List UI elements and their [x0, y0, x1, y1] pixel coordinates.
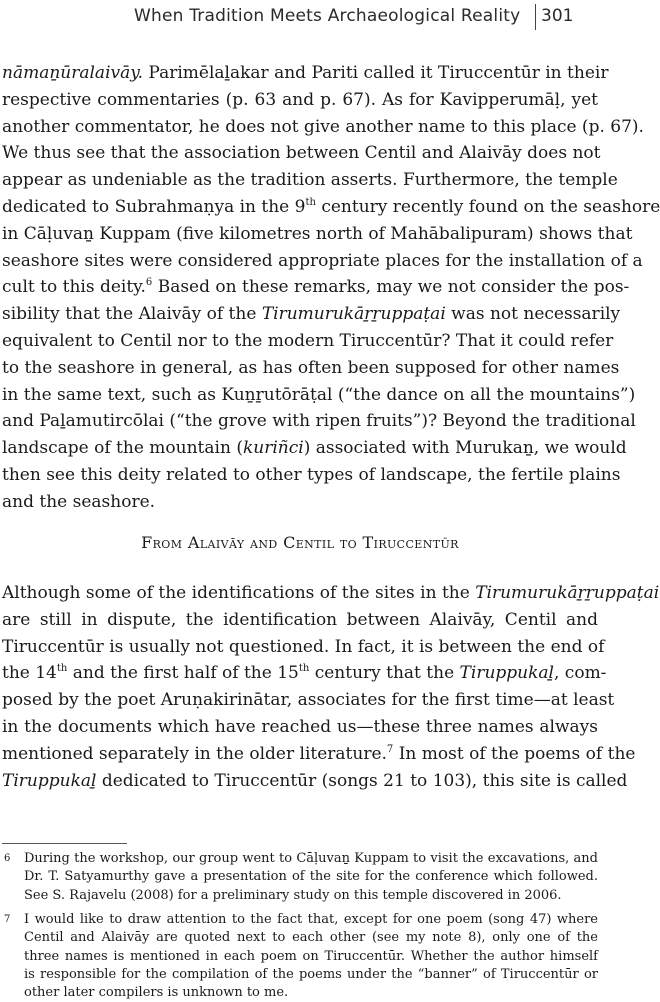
- footnote-ref-7[interactable]: 7: [386, 743, 394, 755]
- paragraph-bottom: [2, 580, 660, 794]
- running-title: When Tradition Meets Archaeological Reality: [134, 6, 521, 26]
- footnote-number: 7: [4, 914, 11, 925]
- text-line: and Paḻamutircōlai (“the grove with ripen fruits”)? Beyond the traditional: [2, 411, 636, 432]
- text-line: appear as undeniable as the tradition asserts. Furthermore, the temple: [2, 170, 618, 191]
- line-text: landscape of the mountain (: [2, 438, 243, 459]
- page-number: 301: [541, 6, 574, 26]
- line-text: sibility that the Alaivāy of the: [2, 304, 262, 325]
- text-line: Tiruccentūr is usually not questioned. In fact, it is between the end of: [2, 636, 605, 657]
- text-line: [2, 660, 607, 687]
- italic-term: kuriñci: [242, 438, 304, 459]
- text-line: [2, 741, 636, 768]
- line-text: dedicated to Tiruccentūr (songs 21 to 103), this site is called: [96, 770, 628, 791]
- text-line: three names is mentioned in each poem on Tiruccentūr. Whether the author himself: [24, 948, 598, 964]
- line-text: mentioned separately in the older literature.: [2, 743, 387, 764]
- text-line: and the seashore.: [2, 491, 156, 512]
- footnote-text: [24, 911, 598, 1002]
- line-text: the 14: [2, 663, 57, 684]
- footnote-rule: [2, 843, 127, 844]
- line-text: In most of the poems of the: [393, 743, 636, 764]
- footnote-number: 6: [4, 853, 11, 864]
- line-text: and the first half of the 15: [67, 663, 299, 684]
- text-line: [2, 580, 660, 607]
- paragraph-top: [2, 60, 660, 516]
- line-text: dedicated to Subrahmaṇya in the 9: [2, 196, 306, 217]
- text-line: [2, 768, 628, 795]
- text-line: During the workshop, our group went to Cāḷuvaṉ Kuppam to visit the excavations, and: [24, 851, 598, 866]
- text-line: [2, 301, 621, 328]
- text-line: See S. Rajavelu (2008) for a preliminary study on this temple discovered in 2006.: [24, 887, 562, 903]
- text-line: seashore sites were considered appropriate places for the installation of a: [2, 250, 643, 271]
- text-line: is responsible for the compilation of the poems under the “banner” of Tiruccentūr or: [24, 966, 598, 982]
- italic-term: nāmaṉūralaivāy.: [2, 63, 143, 83]
- italic-term: Tiruppukaḻ: [2, 770, 97, 791]
- superscript: th: [305, 196, 316, 208]
- line-text: Parimēlaḻakar and Pariti called it Tiruccentūr in their: [143, 63, 609, 83]
- text-line: posed by the poet Aruṇakirinātar, associates for the first time—at least: [2, 690, 615, 711]
- footnote-ref-6[interactable]: 6: [145, 277, 153, 289]
- header-divider: [535, 4, 536, 30]
- text-line: [2, 194, 660, 221]
- text-line: are still in dispute, the identification between Alaivāy, Centil and: [2, 609, 598, 630]
- text-line: in Cāḷuvaṉ Kuppam (five kilometres north of Mahābalipuram) shows that: [2, 223, 633, 244]
- superscript: th: [298, 663, 310, 675]
- line-text: cult to this deity.: [2, 277, 146, 298]
- text-line: Centil and Alaivāy are quoted next to each other (see my note 8), only one of the: [24, 930, 598, 946]
- superscript: th: [56, 663, 68, 675]
- text-line: [2, 274, 630, 301]
- footnote-text: [24, 850, 598, 905]
- section-heading: From Alaivāy and Centil to Tiruccentūr: [141, 533, 459, 552]
- text-line: equivalent to Centil nor to the modern Tiruccentūr? That it could refer: [2, 330, 614, 351]
- text-line: Dr. T. Satyamurthy gave a presentation of the site for the conference which followed.: [24, 869, 598, 885]
- text-line: We thus see that the association between Centil and Alaivāy does not: [2, 143, 601, 164]
- running-header: [0, 0, 600, 36]
- line-text: Based on these remarks, may we not consider the pos-: [152, 277, 630, 298]
- italic-term: Tirumurukāṟṟuppaṭai: [475, 583, 660, 603]
- line-text: , com-: [554, 663, 607, 684]
- line-text: was not necessarily: [445, 304, 621, 325]
- text-line: in the documents which have reached us—these three names always: [2, 716, 598, 737]
- line-text: ) associated with Murukaṉ, we would: [303, 438, 627, 459]
- line-text: century that the: [309, 663, 460, 684]
- italic-term: Tiruppukaḻ: [459, 663, 554, 684]
- italic-term: Tirumurukāṟṟuppaṭai: [261, 304, 446, 325]
- text-line: I would like to draw attention to the fact that, except for one poem (song 47) where: [24, 912, 598, 927]
- line-text: century recently found on the seashore: [315, 196, 660, 217]
- text-line: [2, 60, 609, 87]
- text-line: [2, 435, 627, 462]
- text-line: other later compilers is unknown to me.: [24, 985, 289, 1001]
- text-line: then see this deity related to other types of landscape, the fertile plains: [2, 464, 621, 485]
- text-line: another commentator, he does not give another name to this place (p. 67).: [2, 116, 644, 137]
- text-line: respective commentaries (p. 63 and p. 67). As for Kavipperumāḷ, yet: [2, 89, 598, 110]
- text-line: to the seashore in general, as has often been supposed for other names: [2, 357, 620, 378]
- text-line: in the same text, such as Kuṉṟutōrāṭal (“the dance on all the mountains”): [2, 384, 636, 405]
- line-text: Although some of the identifications of the sites in the: [2, 583, 476, 603]
